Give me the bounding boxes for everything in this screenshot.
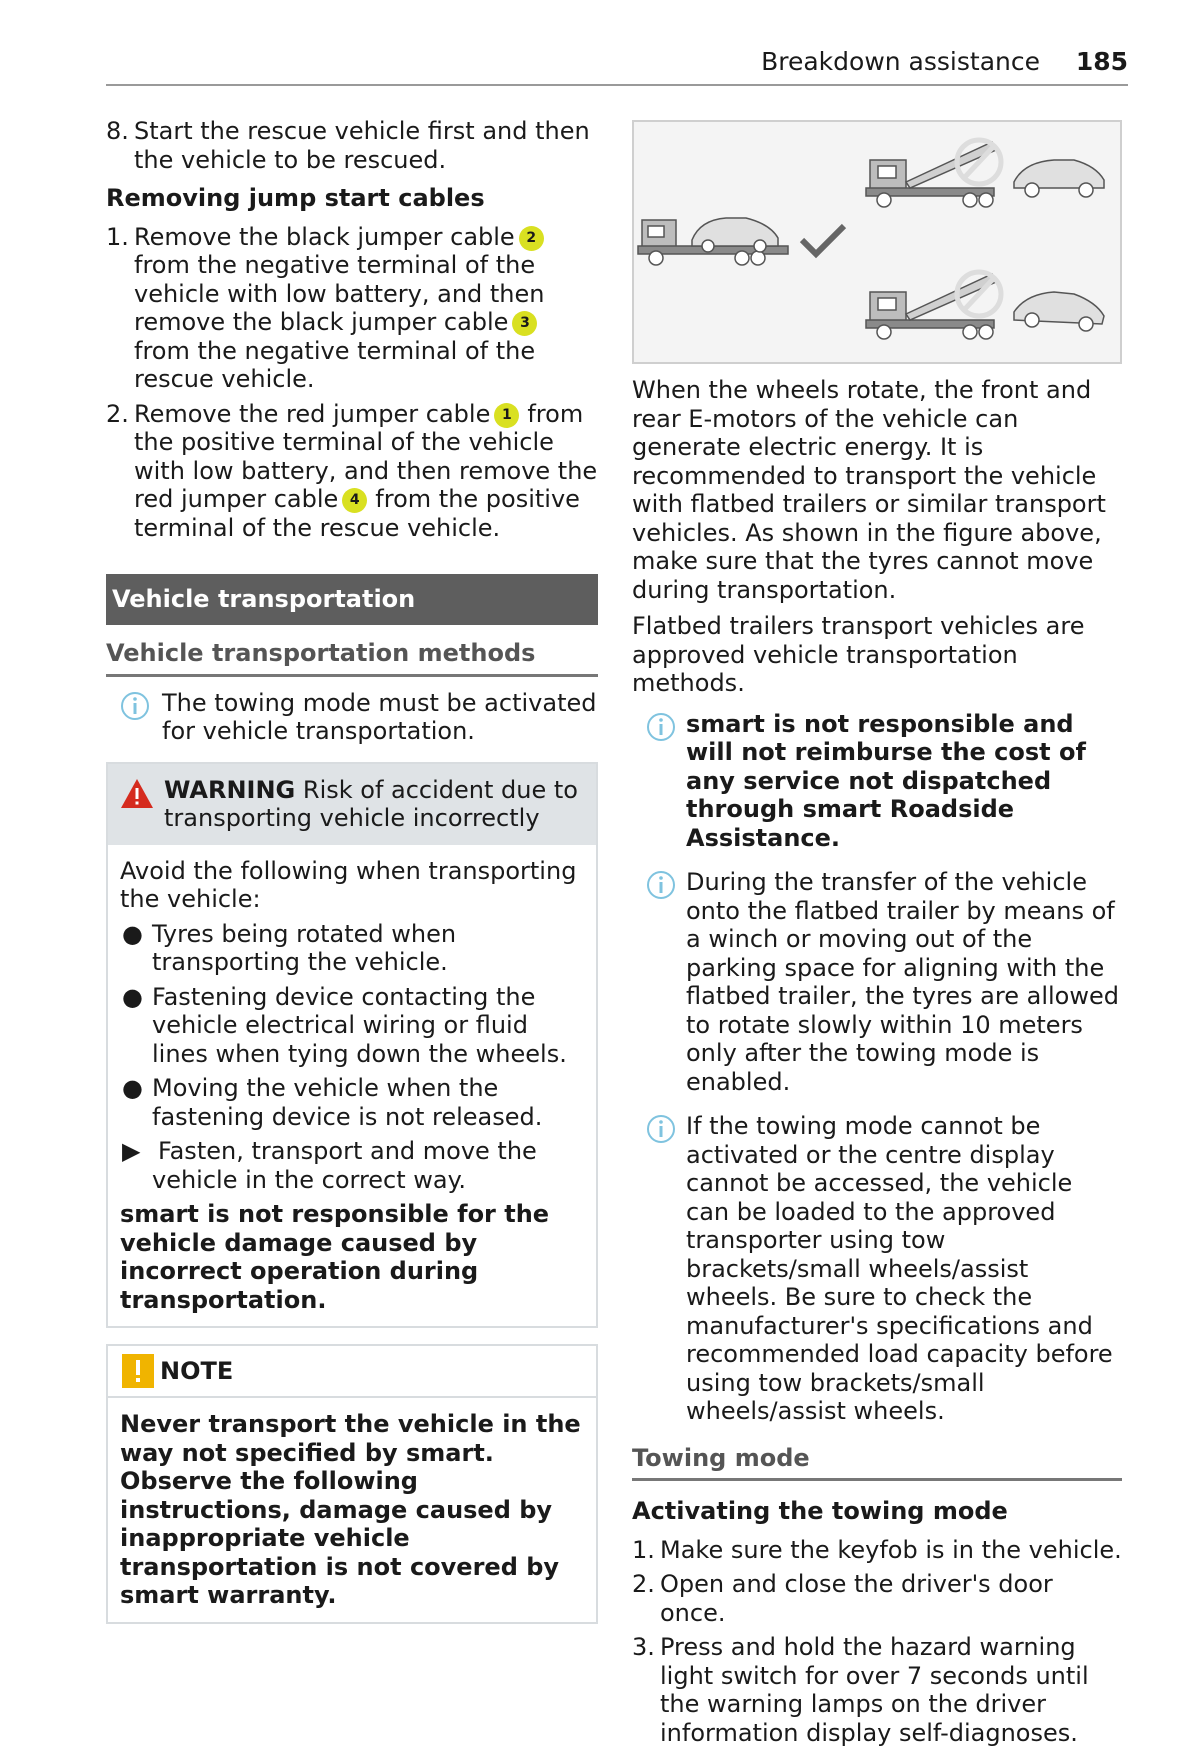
info-icon (646, 870, 676, 900)
list-item: 3. Press and hold the hazard warning light switch for over 7 seconds until the warning lamps on the driver information display self-diagnoses. (632, 1633, 1089, 1747)
page-number: 185 (1075, 47, 1128, 76)
paragraph: When the wheels rotate, the front and rear E-motors of the vehicle can generate electric energy. It is recommended to transport the vehicle with flatbed trailers or similar transport vehicles. As shown in the figure above, make sure that the tyres cannot move during transportation. (632, 376, 1106, 604)
section-heading-bar: Vehicle transportation (106, 574, 598, 625)
page-header (106, 40, 1128, 86)
list-item: 2. Open and close the driver's door once. (632, 1570, 1053, 1627)
info-note: If the towing mode cannot be activated or the centre display cannot be accessed, the vehicle can be loaded to the approved transporter using tow brackets/small wheels/assist wheels. Be sure to check the manufacturer's specifications and recommended load capacity before using tow brackets/small wheels/assist wheels. (632, 1112, 1122, 1426)
list-item: 1. Make sure the keyfob is in the vehicle. (632, 1535, 1122, 1564)
callout-badge: 2 (519, 226, 544, 251)
activating-heading: Activating the towing mode (632, 1497, 1008, 1525)
note-exclamation-icon (122, 1354, 154, 1388)
towed-car-bottom (1014, 292, 1104, 331)
callout-badge: 1 (494, 403, 519, 428)
right-column (632, 120, 1122, 1757)
towing-mode-heading: Towing mode (632, 1442, 1122, 1482)
activation-steps-list (632, 1536, 1122, 1748)
info-icon (120, 691, 150, 721)
warning-triangle-icon (120, 778, 154, 809)
info-icon (646, 712, 676, 742)
transport-figure (632, 120, 1122, 364)
warning-title: Risk of accident due to transporting vehicle incorrectly (164, 775, 578, 832)
paragraph: Flatbed trailers transport vehicles are approved vehicle transportation methods. (632, 612, 1085, 697)
info-note: During the transfer of the vehicle onto the flatbed trailer by means of a winch or moving out of the parking space for aligning with the flatbed trailer, the tyres are allowed to rotate slowly within 10 meters only after the towing mode is enabled. (632, 868, 1122, 1096)
section-title: Breakdown assistance (761, 47, 1040, 76)
callout-badge: 3 (512, 311, 537, 336)
list-item: 1. Remove the black jumper cable 2from the negative terminal of the vehicle with low battery, and then remove the black jumper cable 3from the negative terminal of the rescue vehicle. (106, 222, 545, 393)
step-list-start (106, 117, 598, 174)
warning-disclaimer: smart is not responsible for the vehicle damage caused by incorrect operation during transportation. (120, 1200, 550, 1314)
bullet-item: ● Moving the vehicle when the fastening device is not released. (122, 1074, 543, 1131)
note-label: NOTE (160, 1357, 234, 1385)
list-item: 2. Remove the red jumper cable 1 from the positive terminal of the vehicle with low battery, and then remove the red jumper cable 4 from the positive terminal of the rescue vehicle. (106, 399, 598, 542)
callout-badge: 4 (342, 488, 367, 513)
remove-steps-list (106, 223, 598, 543)
tow-truck-bottom (866, 274, 996, 339)
bullet-item: ● Fastening device contacting the vehicle electrical wiring or fluid lines when tying down the wheels. (122, 982, 567, 1068)
tow-truck-top (866, 142, 996, 207)
note-box (106, 1344, 598, 1624)
note-header (108, 1346, 596, 1398)
list-item: 8. Start the rescue vehicle first and then the vehicle to be rescued. (106, 117, 590, 174)
info-icon (646, 1114, 676, 1144)
flatbed-truck (638, 218, 788, 265)
warning-box (106, 762, 598, 1329)
removing-cables-heading: Removing jump start cables (106, 184, 485, 212)
towed-car-top (1014, 160, 1104, 197)
info-note: smart is not responsible and will not reimburse the cost of any service not dispatched through smart Roadside Assistance. (632, 710, 1122, 853)
info-note: The towing mode must be activated for vehicle transportation. (106, 689, 598, 746)
bullet-item: ● Tyres being rotated when transporting the vehicle. (122, 919, 457, 976)
flatbed-transport-illustration (634, 122, 1120, 362)
action-item: ▶ Fasten, transport and move the vehicle in the correct way. (122, 1137, 537, 1194)
warning-label: WARNING (164, 775, 296, 804)
subsection-heading: Vehicle transportation methods (106, 629, 598, 677)
note-body: Never transport the vehicle in the way not specified by smart. Observe the following instructions, damage caused by inappropriate vehicle transportation is not covered by smart warranty. (120, 1410, 581, 1609)
warning-header (108, 764, 596, 845)
warning-body: Avoid the following when transporting the vehicle: ● Tyres being rotated when transporting the vehicle. ● Fastening device contacting the vehicle electrical wiring or fluid lines when tying down the wheels. ● Moving the vehicle when the fastening device is not released. ▶ Fasten, transport and move the vehicle in the correct way. smart is not responsible for the vehicle damage caused by incorrect operation during transportation. (108, 845, 596, 1327)
left-column (106, 117, 598, 1624)
checkmark-icon (802, 226, 844, 254)
